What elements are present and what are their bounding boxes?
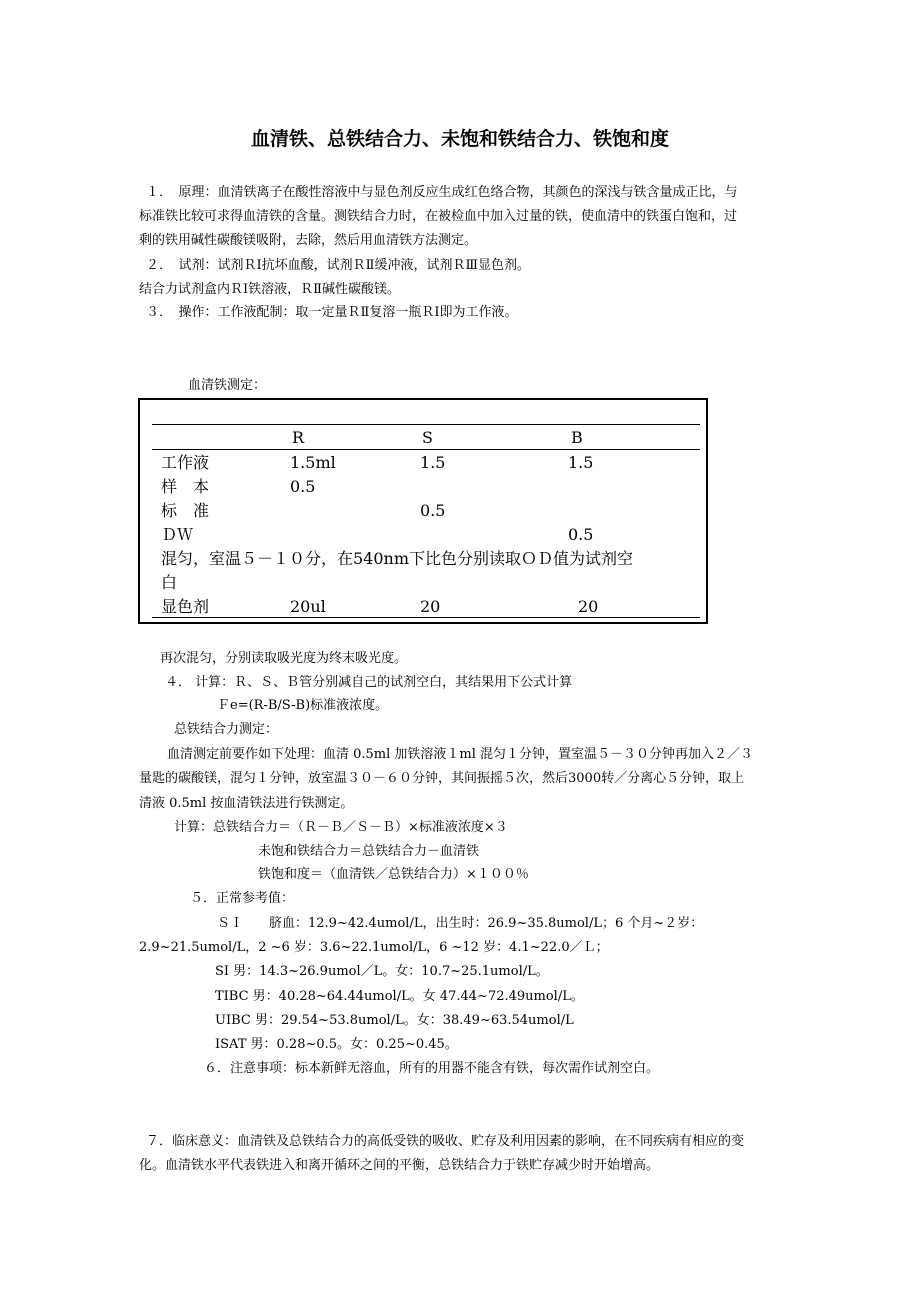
principle-line-2: 标准铁比较可求得血清铁的含量。测铁结合力时，在被检血中加入过量的铁，使血清中的铁蛋白饱和，过 — [139, 209, 738, 224]
page-title: 血清铁、总铁结合力、未饱和铁结合力、铁饱和度 — [250, 128, 669, 150]
calc-formula: Ｆe=(R-B/S-B)标准液浓度。 — [217, 698, 389, 713]
reference-uibc: UIBC 男：29.54~53.8umol/L。女：38.49~63.54umol/L — [215, 1013, 574, 1028]
tibc-line-1: 血清测定前要作如下处理：血清 0.5ml 加铁溶液１ml 混匀１分钟，置室温５－３０分钟再加入２／３ — [167, 747, 754, 762]
clinical-line-2: 化。血清铁水平代表铁进入和离开循环之间的平衡，总铁结合力于铁贮存减少时开始增高。 — [139, 1158, 660, 1173]
reference-si-line-2: 2.9~21.5umol/L，2 ~6 岁：3.6~22.1umol/L，6 ~12 岁：4.1~22.0／Ｌ； — [139, 940, 609, 955]
table-row-label: 样 本 — [161, 477, 210, 496]
table-cell: 0.5 — [568, 525, 594, 544]
clinical-line-1: ７．临床意义：血清铁及总铁结合力的高低受铁的吸收、贮存及利用因素的影响，在不同疾病有相应的变 — [146, 1134, 745, 1149]
reference-tibc: TIBC 男：40.28~64.44umol/L。女 47.44~72.49umol/L。 — [215, 989, 584, 1004]
calc-formula-3: 铁饱和度＝（血清铁／总铁结合力）×１００％ — [258, 867, 529, 882]
table-header-b: B — [571, 428, 583, 447]
table-rule-top — [152, 424, 700, 425]
reagents-line-2: 结合力试剂盒内ＲⅠ铁溶液，ＲⅡ碱性碳酸镁。 — [139, 282, 400, 297]
table-header-r: R — [292, 428, 305, 447]
reagents-line-1: ２． 试剂：试剂ＲⅠ抗坏血酸，试剂ＲⅡ缓冲液，试剂ＲⅢ显色剂。 — [146, 258, 531, 273]
reference-isat: ISAT 男：0.28~0.5。女：0.25~0.45。 — [215, 1037, 458, 1052]
table-cell: 1.5 — [568, 453, 594, 472]
table-note-line-2: 白 — [161, 573, 178, 592]
tibc-line-2: 量匙的碳酸镁，混匀１分钟，放室温３０－６０分钟，其间振摇５次，然后3000转／分离心５分钟，取上 — [139, 771, 745, 786]
notes-line: ６．注意事项：标本新鲜无溶血，所有的用器不能含有铁，每次需作试剂空白。 — [204, 1061, 660, 1076]
tibc-heading: 总铁结合力测定： — [174, 722, 279, 737]
table-rule-bottom — [152, 617, 700, 618]
table-rule-header — [152, 449, 700, 450]
table-cell: 20 — [578, 597, 599, 616]
table-row-label: 标 准 — [161, 501, 210, 520]
table-row-label: 显色剂 — [161, 597, 210, 616]
table-cell: 0.5 — [290, 477, 316, 496]
table-row-label: ＤＷ — [161, 525, 194, 544]
table-row-label: 工作液 — [161, 453, 210, 472]
calc-line: ４． 计算：Ｒ、Ｓ、Ｂ管分别减自己的试剂空白，其结果用下公式计算 — [165, 675, 573, 690]
table-cell: 20ul — [290, 597, 326, 616]
table-caption: 血清铁测定： — [188, 378, 267, 393]
tibc-line-3: 清液 0.5ml 按血清铁法进行铁测定。 — [139, 796, 354, 811]
table-cell: 1.5ml — [290, 453, 336, 472]
calc-formula-2: 未饱和铁结合力＝总铁结合力－血清铁 — [258, 844, 480, 859]
reference-si-adult: SI 男：14.3~26.9umol／L。女：10.7~25.1umol/L。 — [215, 964, 549, 979]
after-table-text: 再次混匀，分别读取吸光度为终末吸光度。 — [160, 651, 408, 666]
operation-line: ３． 操作：工作液配制：取一定量ＲⅡ复溶一瓶ＲⅠ即为工作液。 — [146, 305, 518, 320]
principle-line-1: １． 原理：血清铁离子在酸性溶液中与显色剂反应生成红色络合物，其颜色的深浅与铁含量成正比，与 — [146, 185, 738, 200]
table-header-s: S — [422, 428, 433, 447]
table-cell: 0.5 — [420, 501, 446, 520]
reference-heading: ５．正常参考值： — [190, 891, 295, 906]
table-cell: 1.5 — [420, 453, 446, 472]
calc-formula-1: 计算：总铁结合力＝（Ｒ－Ｂ／Ｓ－Ｂ）×标准液浓度×３ — [174, 820, 508, 835]
table-cell: 20 — [420, 597, 441, 616]
reference-si-line-1: ＳＩ 脐血：12.9~42.4umol/L，出生时：26.9~35.8umol/L；6 个月~２岁： — [217, 916, 704, 931]
principle-line-3: 剩的铁用碱性碳酸镁吸附，去除，然后用血清铁方法测定。 — [139, 233, 478, 248]
table-note-line-1: 混匀，室温５－１０分，在540nm下比色分别读取ＯＤ值为试剂空 — [161, 549, 634, 568]
